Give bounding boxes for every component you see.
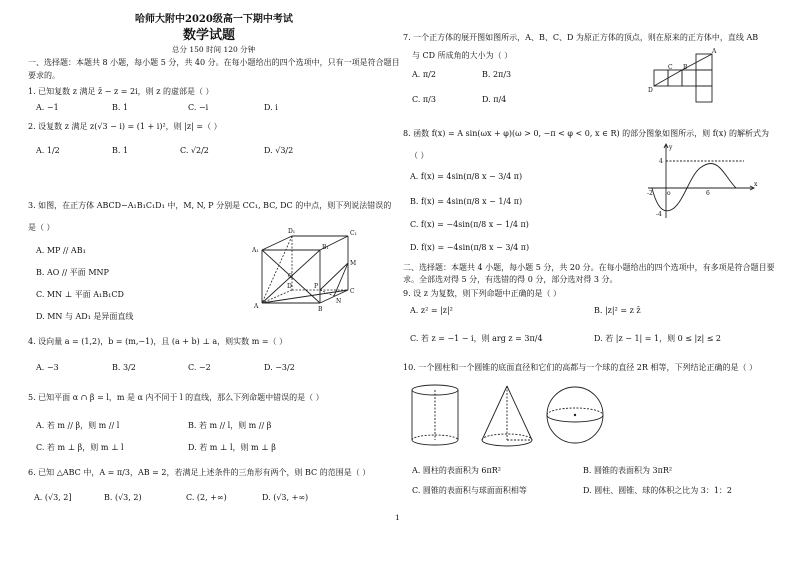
q7-opt-b: B. 2π/3 [482, 70, 512, 79]
q6-opt-c: C. (2, +∞) [186, 493, 227, 502]
q6-opt-b: B. (√3, 2) [104, 493, 142, 502]
q6-opt-d: D. (√3, +∞) [262, 493, 309, 502]
q3-label-n: N [336, 298, 342, 305]
q3-opt-a: A. MP // AB₁ [36, 246, 86, 255]
q3-label-o: O [288, 273, 293, 280]
q10-opt-a: A. 圆柱的表面积为 6πR² [412, 466, 501, 475]
q4-opt-b: B. 3/2 [112, 363, 136, 372]
q3-label-d: D [287, 283, 292, 290]
q5-opt-c: C. 若 m ⊥ β，则 m ⊥ l [36, 443, 124, 452]
q2-opt-b: B. 1 [112, 146, 129, 155]
q3-label-a: A [254, 303, 259, 310]
q9-opt-d: D. 若 |z − 1| = 1，则 0 ≤ |z| ≤ 2 [594, 334, 722, 343]
q1-stem: 1. 已知复数 z 满足 z̄ − z = 2i，则 z 的虚部是（ ） [28, 87, 214, 96]
q3-label-c: C [350, 288, 355, 295]
q9-stem: 9. 设 z 为复数，则下列命题中正确的是（ ） [403, 289, 562, 298]
q1-opt-b: B. 1 [112, 103, 129, 112]
q7-label-d: D [648, 87, 653, 94]
q10-opt-b: B. 圆锥的表面积为 3πR² [583, 466, 673, 475]
q5-opt-b: B. 若 m // l，则 m // β [188, 421, 272, 430]
q7-stem-line2: 与 CD 所成角的大小为（ ） [412, 51, 513, 60]
q1-opt-d: D. i [264, 103, 278, 112]
q7-label-b: B [683, 64, 688, 71]
q8-label-neg-two: -2 [647, 190, 653, 197]
q3-label-b1: B₁ [322, 244, 329, 251]
q8-label-x: x [754, 181, 758, 188]
q2-opt-d: D. √3/2 [264, 146, 294, 155]
q4-opt-d: D. −3/2 [264, 363, 295, 372]
q8-opt-b: B. f(x) = 4sin(π/8 x − 1/4 π) [410, 197, 523, 206]
q8-sine-graph [644, 140, 762, 222]
q3-stem-line1: 3. 如图，在正方体 ABCD−A₁B₁C₁D₁ 中，M, N, P 分别是 CC₁, BC, DC 的中点，则下列说法错误的 [28, 201, 392, 210]
q7-label-a: A [712, 48, 717, 55]
q8-label-y: y [669, 144, 673, 151]
q8-label-four: 4 [659, 158, 663, 165]
q3-label-c1: C₁ [350, 230, 357, 237]
q4-opt-c: C. −2 [188, 363, 211, 372]
q4-opt-a: A. −3 [36, 363, 59, 372]
q2-opt-a: A. 1/2 [36, 146, 60, 155]
q6-stem: 6. 已知 △ABC 中，A = π/3，AB = 2，若满足上述条件的三角形有两个，则 BC 的范围是（ ） [28, 468, 371, 477]
q3-label-b: B [318, 306, 323, 313]
q3-stem-line2: 是（ ） [28, 223, 55, 232]
q3-opt-c: C. MN ⊥ 平面 A₁B₁CD [36, 290, 124, 299]
q10-opt-d: D. 圆柱、圆锥、球的体积之比为 3：1：2 [583, 486, 733, 495]
q4-stem: 4. 设向量 a = (1,2)，b = (m,−1)，且 (a + b) ⊥ a，则实数 m =（ ） [28, 337, 288, 346]
q2-stem: 2. 设复数 z 满足 z(√3 − i) = (1 + i)²，则 |z| =（ ） [28, 122, 222, 131]
q7-opt-d: D. π/4 [482, 95, 507, 104]
q8-opt-c: C. f(x) = −4sin(π/8 x − 1/4 π) [410, 220, 529, 229]
q5-stem: 5. 已知平面 α ∩ β = l，m 是 α 内不同于 l 的直线，那么下列命题中错误的是（ ） [28, 393, 324, 402]
q8-stem-line1: 8. 函数 f(x) = A sin(ωx + φ)(ω > 0, −π < φ < 0, x ∈ R) 的部分图象如图所示，则 f(x) 的解析式为 [403, 129, 769, 138]
q3-opt-b: B. AO // 平面 MNP [36, 268, 109, 277]
school-title: 哈师大附中2020级高一下期中考试 [135, 14, 293, 25]
score-time: 总分 150 时间 120 分钟 [172, 45, 256, 54]
q1-opt-c: C. −i [188, 103, 209, 112]
q3-label-a1: A₁ [252, 247, 259, 254]
q9-opt-c: C. 若 z = −1 − i，则 arg z = 3π/4 [410, 334, 543, 343]
page-number: 1 [395, 513, 400, 522]
q3-cube-figure [250, 228, 360, 313]
section2-intro-line2: 求。全部选对得 5 分，有选错的得 0 分，部分选对得 3 分。 [403, 275, 618, 284]
q9-opt-a: A. z² = |z|² [410, 306, 453, 315]
q7-label-c: C [668, 64, 673, 71]
q8-label-origin: o [667, 190, 671, 197]
q8-label-six: 6 [706, 190, 710, 197]
q5-opt-d: D. 若 m ⊥ l，则 m ⊥ β [188, 443, 276, 452]
q8-opt-d: D. f(x) = −4sin(π/8 x − 3/4 π) [410, 243, 530, 252]
section1-intro-line2: 要求的。 [28, 71, 60, 80]
section1-intro-line1: 一、选择题：本题共 8 小题，每小题 5 分，共 40 分。在每小题给出的四个选项中，只有一项是符合题目 [28, 58, 400, 67]
subject-title: 数学试题 [183, 28, 236, 43]
q6-opt-a: A. (√3, 2] [34, 493, 72, 502]
q3-label-p: P [314, 283, 319, 290]
q5-opt-a: A. 若 m // β，则 m // l [36, 421, 120, 430]
q3-opt-d: D. MN 与 AD₁ 是异面直线 [36, 312, 134, 321]
q7-net-figure [648, 48, 728, 108]
q1-opt-a: A. −1 [36, 103, 59, 112]
q3-label-d1: D₁ [288, 228, 296, 235]
q8-label-neg-four: -4 [656, 211, 662, 218]
q9-opt-b: B. |z|² = z z̄ [594, 306, 641, 315]
q10-opt-c: C. 圆锥的表面积与球面面积相等 [412, 486, 527, 495]
q10-stem: 10. 一个圆柱和一个圆锥的底面直径和它们的高都与一个球的直径 2R 相等，下列结论正确的是（ ） [403, 363, 758, 372]
q2-opt-c: C. √2/2 [180, 146, 209, 155]
q7-stem-line1: 7. 一个正方体的展开图如图所示，A、B、C、D 为原正方体的顶点，则在原来的正方体中，直线 AB [403, 33, 759, 42]
q10-solids-figure [405, 380, 610, 452]
q7-opt-c: C. π/3 [412, 95, 436, 104]
q3-label-m: M [350, 260, 357, 267]
q8-stem-line2: （ ） [410, 151, 429, 160]
section2-intro-line1: 二、选择题：本题共 4 小题，每小题 5 分，共 20 分。在每小题给出的四个选项中，有多项是符合题目要 [403, 263, 775, 272]
q7-opt-a: A. π/2 [412, 70, 436, 79]
q8-opt-a: A. f(x) = 4sin(π/8 x − 3/4 π) [410, 172, 523, 181]
